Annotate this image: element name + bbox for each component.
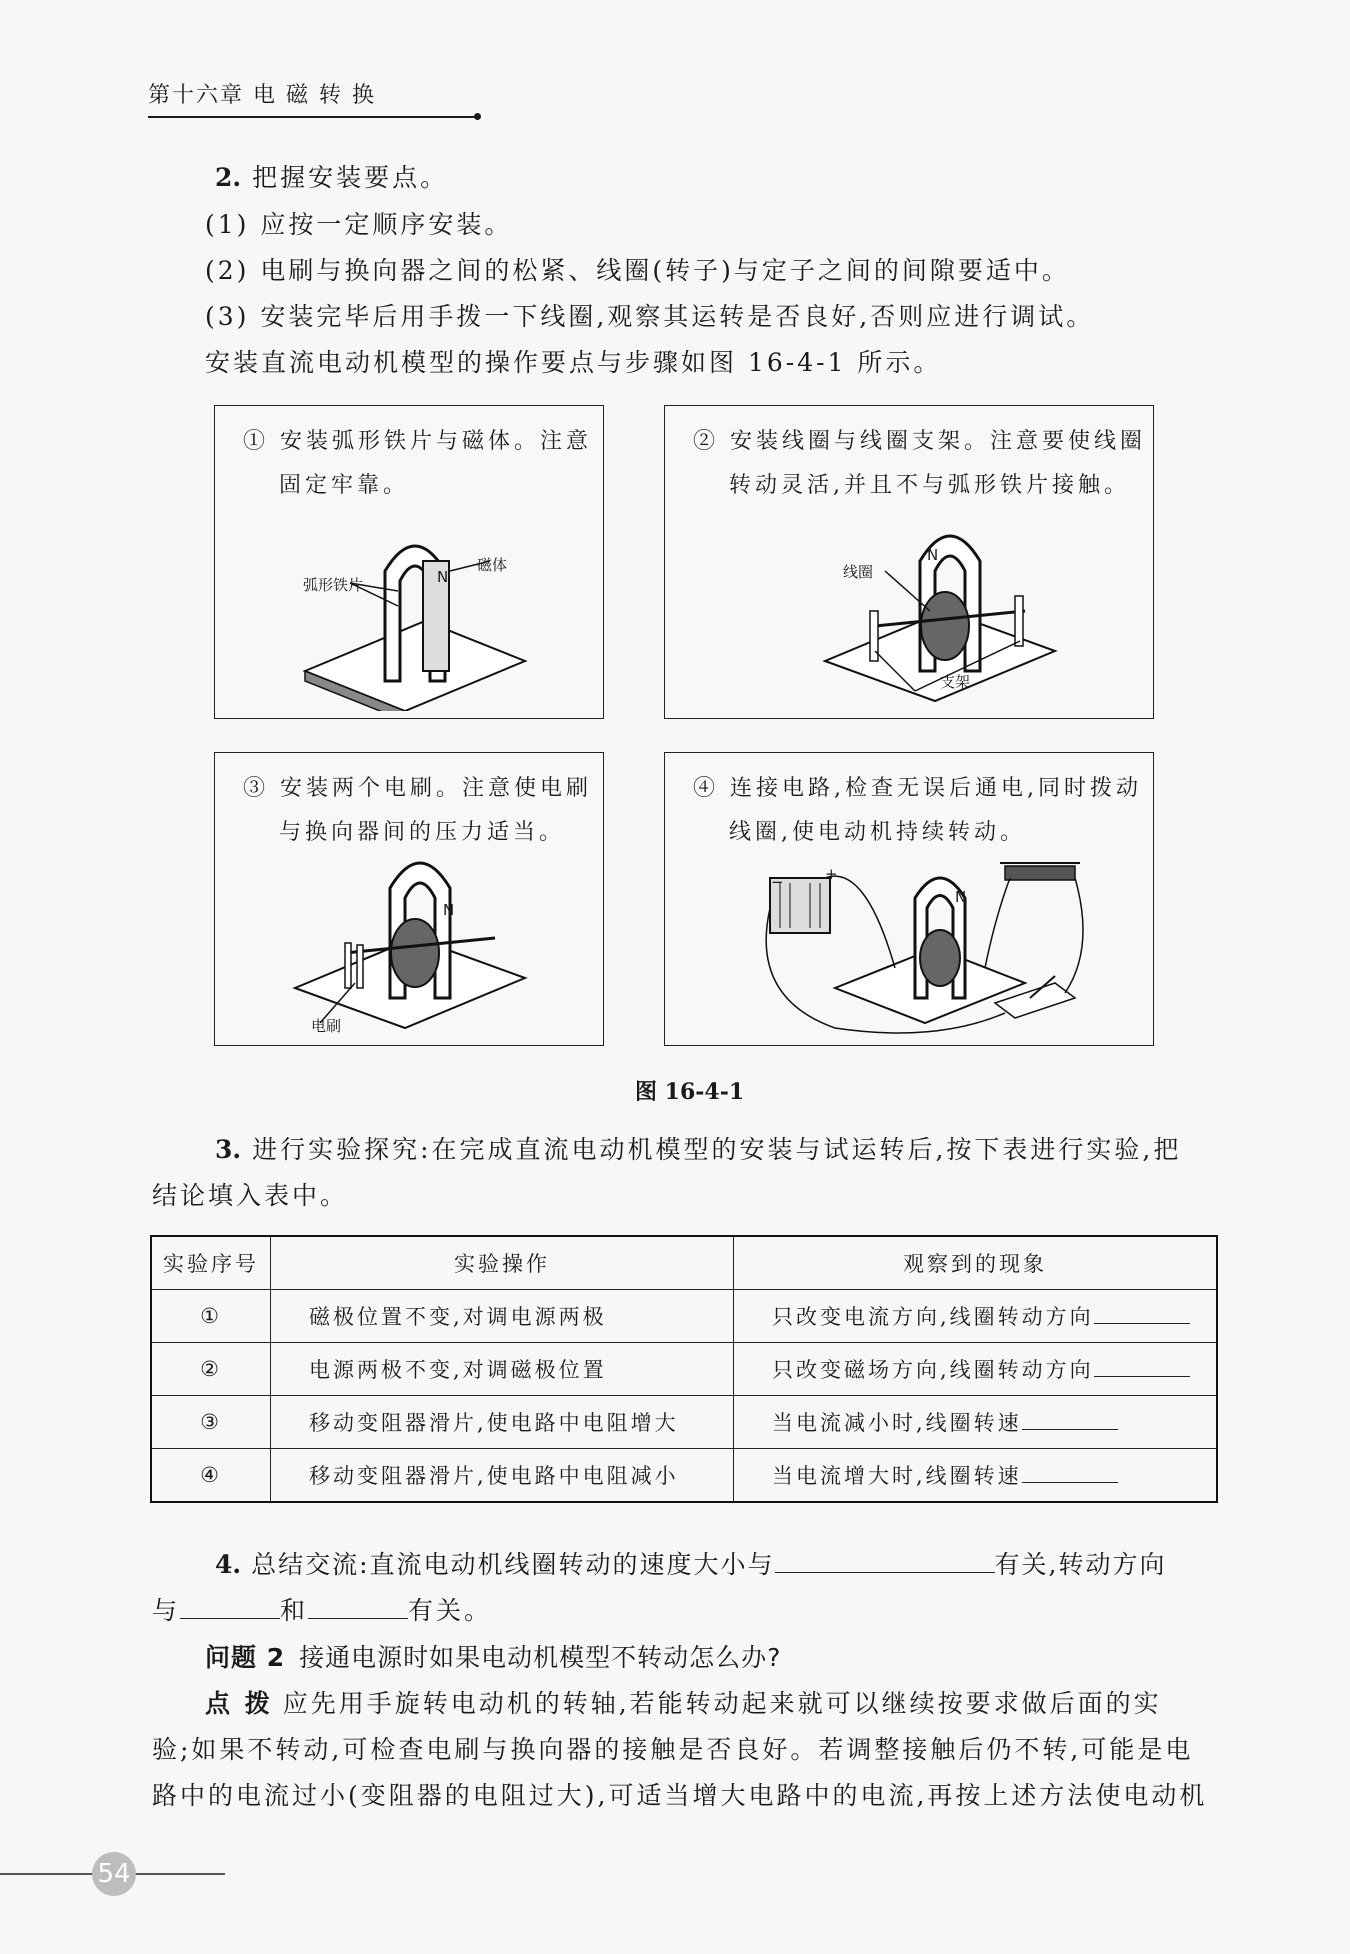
section2-title [215, 158, 448, 194]
table-row [151, 1449, 1217, 1503]
cell-op: 电源两极不变,对调磁极位置 [271, 1343, 734, 1396]
cell-no: ④ [151, 1449, 271, 1503]
cell-no: ① [151, 1290, 271, 1343]
answer-blank[interactable] [1094, 1376, 1190, 1377]
section3-line-1 [215, 1130, 1181, 1166]
panel-2-line-2: 转动灵活,并且不与弧形铁片接触。 [729, 473, 1130, 498]
cell-obs-text: 只改变磁场方向,线圈转动方向 [772, 1358, 1094, 1382]
panel-4-line-1: ④ 连接电路,检查无误后通电,同时拨动 [693, 776, 1142, 801]
tip-label: 点 拨 [205, 1689, 273, 1718]
cell-obs-text: 当电流增大时,线圈转速 [772, 1464, 1022, 1488]
cell-obs [734, 1290, 1218, 1343]
label-magnet: 磁体 [477, 556, 508, 574]
section3-text: 进行实验探究:在完成直流电动机模型的安装与试运转后,按下表进行实验,把 [252, 1135, 1182, 1164]
chapter-header: 第十六章 电 磁 转 换 [148, 83, 376, 108]
table-row [151, 1343, 1217, 1396]
label-coil: 线圈 [843, 563, 874, 581]
header-rule-dot [474, 113, 481, 120]
tip-text-1: 应先用手旋转电动机的转轴,若能转动起来就可以继续按要求做后面的实 [282, 1689, 1162, 1718]
cell-obs-text: 当电流减小时,线圈转速 [772, 1411, 1022, 1435]
cell-obs-text: 只改变电流方向,线圈转动方向 [772, 1305, 1094, 1329]
magnet-base-illustration [275, 511, 575, 711]
answer-blank[interactable] [1094, 1323, 1190, 1324]
section2-intro: 安装直流电动机模型的操作要点与步骤如图 16-4-1 所示。 [205, 348, 942, 377]
figure-panel-1 [214, 405, 604, 719]
figure-panel-4 [664, 752, 1154, 1046]
section4-text-5: 有关。 [408, 1596, 493, 1625]
header-rule [148, 116, 478, 118]
panel-4-line-2: 线圈,使电动机持续转动。 [729, 820, 1026, 845]
label-pole-n: N [927, 546, 939, 564]
question-2-label: 问题 2 [205, 1643, 286, 1672]
section4-number: 4. [215, 1550, 242, 1579]
experiment-table [150, 1235, 1218, 1503]
label-brush: 电刷 [311, 1017, 342, 1035]
answer-blank-direction-1[interactable] [180, 1618, 280, 1619]
cell-obs [734, 1343, 1218, 1396]
section2-number: 2. [215, 163, 242, 192]
label-pole-n: N [437, 568, 449, 586]
answer-blank[interactable] [1022, 1429, 1118, 1430]
cell-op: 移动变阻器滑片,使电路中电阻减小 [271, 1449, 734, 1503]
cell-obs [734, 1449, 1218, 1503]
section4-line-1 [215, 1545, 1166, 1581]
section3-number: 3. [215, 1135, 242, 1164]
section4-text-1: 总结交流:直流电动机线圈转动的速度大小与 [251, 1550, 775, 1579]
table-row [151, 1290, 1217, 1343]
question-2 [205, 1638, 781, 1674]
cell-op: 移动变阻器滑片,使电路中电阻增大 [271, 1396, 734, 1449]
figure-panel-2 [664, 405, 1154, 719]
panel-2-line-1: ② 安装线圈与线圈支架。注意要使线圈 [693, 429, 1146, 454]
panel-3-line-1: ③ 安装两个电刷。注意使电刷 [243, 776, 592, 801]
col-header-no: 实验序号 [151, 1236, 271, 1290]
panel-1-line-2: 固定牢靠。 [279, 473, 410, 498]
section2-title-text: 把握安装要点。 [252, 163, 449, 192]
figure-panel-3 [214, 752, 604, 1046]
circuit-illustration [755, 858, 1135, 1038]
tip-line-2: 验;如果不转动,可检查电刷与换向器的接触是否良好。若调整接触后仍不转,可能是电 [152, 1735, 1194, 1764]
label-positive: + [825, 865, 838, 883]
answer-blank[interactable] [1022, 1482, 1118, 1483]
label-arc-iron: 弧形铁片 [303, 576, 364, 594]
section4-text-4: 和 [280, 1596, 309, 1625]
label-pole-n: N [443, 901, 455, 919]
section2-item-2: (2) 电刷与换向器之间的松紧、线圈(转子)与定子之间的间隙要适中。 [205, 256, 1070, 285]
section2-item-3: (3) 安装完毕后用手拨一下线圈,观察其运转是否良好,否则应进行调试。 [205, 302, 1095, 331]
label-bracket: 支架 [940, 673, 971, 691]
figure-caption: 图 16-4-1 [635, 1079, 745, 1105]
question-2-text: 接通电源时如果电动机模型不转动怎么办? [299, 1643, 782, 1672]
page-number: 54 [92, 1852, 136, 1896]
col-header-obs: 观察到的现象 [734, 1236, 1218, 1290]
label-pole-n: N [955, 888, 967, 906]
section2-item-1: (1) 应按一定顺序安装。 [205, 210, 513, 239]
section4-line-2 [152, 1591, 492, 1627]
answer-blank-speed[interactable] [775, 1572, 995, 1573]
cell-no: ③ [151, 1396, 271, 1449]
section4-text-3: 与 [152, 1596, 181, 1625]
table-row [151, 1396, 1217, 1449]
cell-no: ② [151, 1343, 271, 1396]
tip-line-1 [205, 1684, 1162, 1720]
section4-text-2: 有关,转动方向 [994, 1550, 1167, 1579]
section3-line-2: 结论填入表中。 [152, 1181, 349, 1210]
panel-3-line-2: 与换向器间的压力适当。 [279, 820, 566, 845]
panel-1-line-1: ① 安装弧形铁片与磁体。注意 [243, 429, 592, 454]
answer-blank-direction-2[interactable] [308, 1618, 408, 1619]
cell-obs [734, 1396, 1218, 1449]
col-header-op: 实验操作 [271, 1236, 734, 1290]
label-negative: − [771, 873, 784, 891]
tip-line-3: 路中的电流过小(变阻器的电阻过大),可适当增大电路中的电流,再按上述方法使电动机 [152, 1781, 1208, 1810]
cell-op: 磁极位置不变,对调电源两极 [271, 1290, 734, 1343]
table-header-row [151, 1236, 1217, 1290]
